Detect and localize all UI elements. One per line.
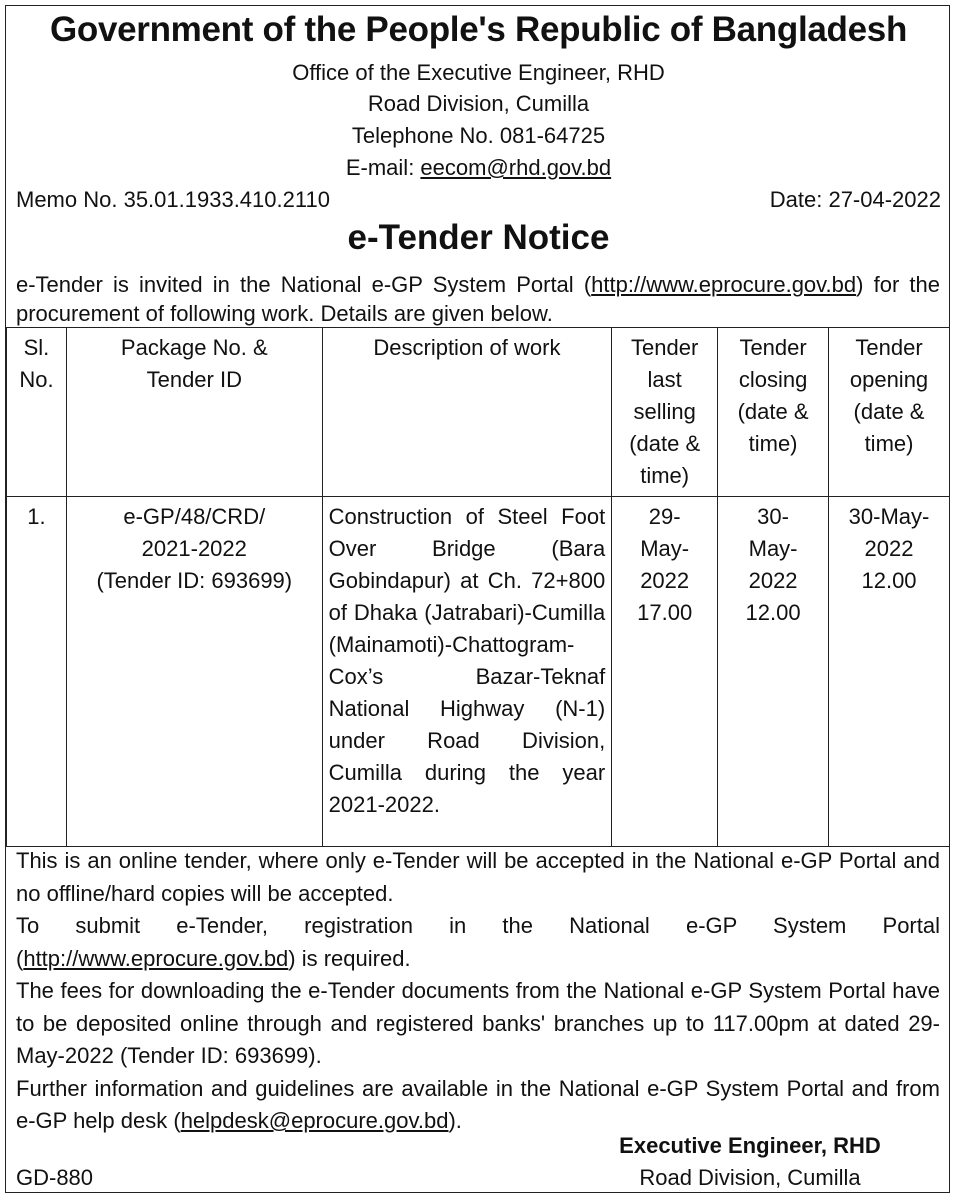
division-line: Road Division, Cumilla — [367, 91, 590, 116]
notice-date: Date: 27-04-2022 — [769, 187, 941, 212]
intro-paragraph — [16, 270, 940, 328]
footer-notes — [16, 845, 940, 1138]
cell-last-selling: 29- May- 2022 17.00 — [612, 497, 718, 847]
signatory-title: Executive Engineer, RHD — [619, 1133, 881, 1158]
eprocure-link[interactable]: http://www.eprocure.gov.bd — [591, 272, 857, 297]
header-last-selling: Tender last selling (date & time) — [612, 328, 718, 497]
intro-text-before: e-Tender is invited in the National e-GP System Portal ( — [16, 272, 592, 297]
header-description: Description of work — [322, 328, 612, 497]
header-sl: Sl. No. — [7, 328, 67, 497]
header-closing: Tender closing (date & time) — [718, 328, 829, 497]
footer-note-registration: To submit e-Tender, registration in the National e-GP System Portal (http://www.eprocure.gov.bd) is required. — [16, 913, 940, 971]
helpdesk-email-link[interactable]: helpdesk@eprocure.gov.bd — [180, 1108, 449, 1133]
header-opening: Tender opening (date & time) — [829, 328, 950, 497]
table-row — [7, 497, 950, 847]
email-link[interactable]: eecom@rhd.gov.bd — [420, 155, 612, 180]
cell-opening: 30-May- 2022 12.00 — [829, 497, 950, 847]
cell-description: Construction of Steel Foot Over Bridge (Bara Gobindapur) at Ch. 72+800 of Dhaka (Jatrabari)-Cumilla (Mainamoti)-Chattogram-Cox’s Bazar-Teknaf National Highway (N-1) under Road Division, Cumilla during the year 2021-2022. — [322, 497, 612, 847]
telephone-line: Telephone No. 081-64725 — [351, 123, 606, 148]
office-line: Office of the Executive Engineer, RHD — [292, 60, 665, 85]
cell-package: e-GP/48/CRD/ 2021-2022 (Tender ID: 693699) — [66, 497, 322, 847]
table-header-row — [7, 328, 950, 497]
intro-text-after: ) for the procurement of following work. Details are given below. — [16, 272, 941, 326]
cell-sl: 1. — [7, 497, 67, 847]
notice-title: e-Tender Notice — [347, 218, 610, 257]
header-package: Package No. & Tender ID — [66, 328, 322, 497]
email-line — [0, 155, 957, 181]
memo-number: Memo No. 35.01.1933.410.2110 — [16, 187, 330, 212]
government-title: Government of the People's Republic of Bangladesh — [49, 10, 908, 49]
gd-number: GD-880 — [16, 1165, 94, 1190]
footer-note-fees: The fees for downloading the e-Tender documents from the National e-GP System Portal have to be deposited online through and registered banks' branches up to 117.00pm at dated 29-May-2022 (Tender ID: 693699). — [16, 978, 940, 1068]
tender-table — [6, 327, 950, 847]
registration-link[interactable]: http://www.eprocure.gov.bd — [23, 945, 289, 971]
cell-closing: 30- May- 2022 12.00 — [718, 497, 829, 847]
footer-note-helpdesk: Further information and guidelines are available in the National e-GP System Portal and from e-GP help desk (helpdesk@eprocure.gov.bd). — [16, 1075, 940, 1133]
email-label: E-mail: — [345, 155, 421, 180]
footer-note-online: This is an online tender, where only e-Tender will be accepted in the National e-GP Portal and no offline/hard copies will be accepted. — [16, 848, 940, 906]
signatory-office: Road Division, Cumilla — [639, 1165, 861, 1190]
